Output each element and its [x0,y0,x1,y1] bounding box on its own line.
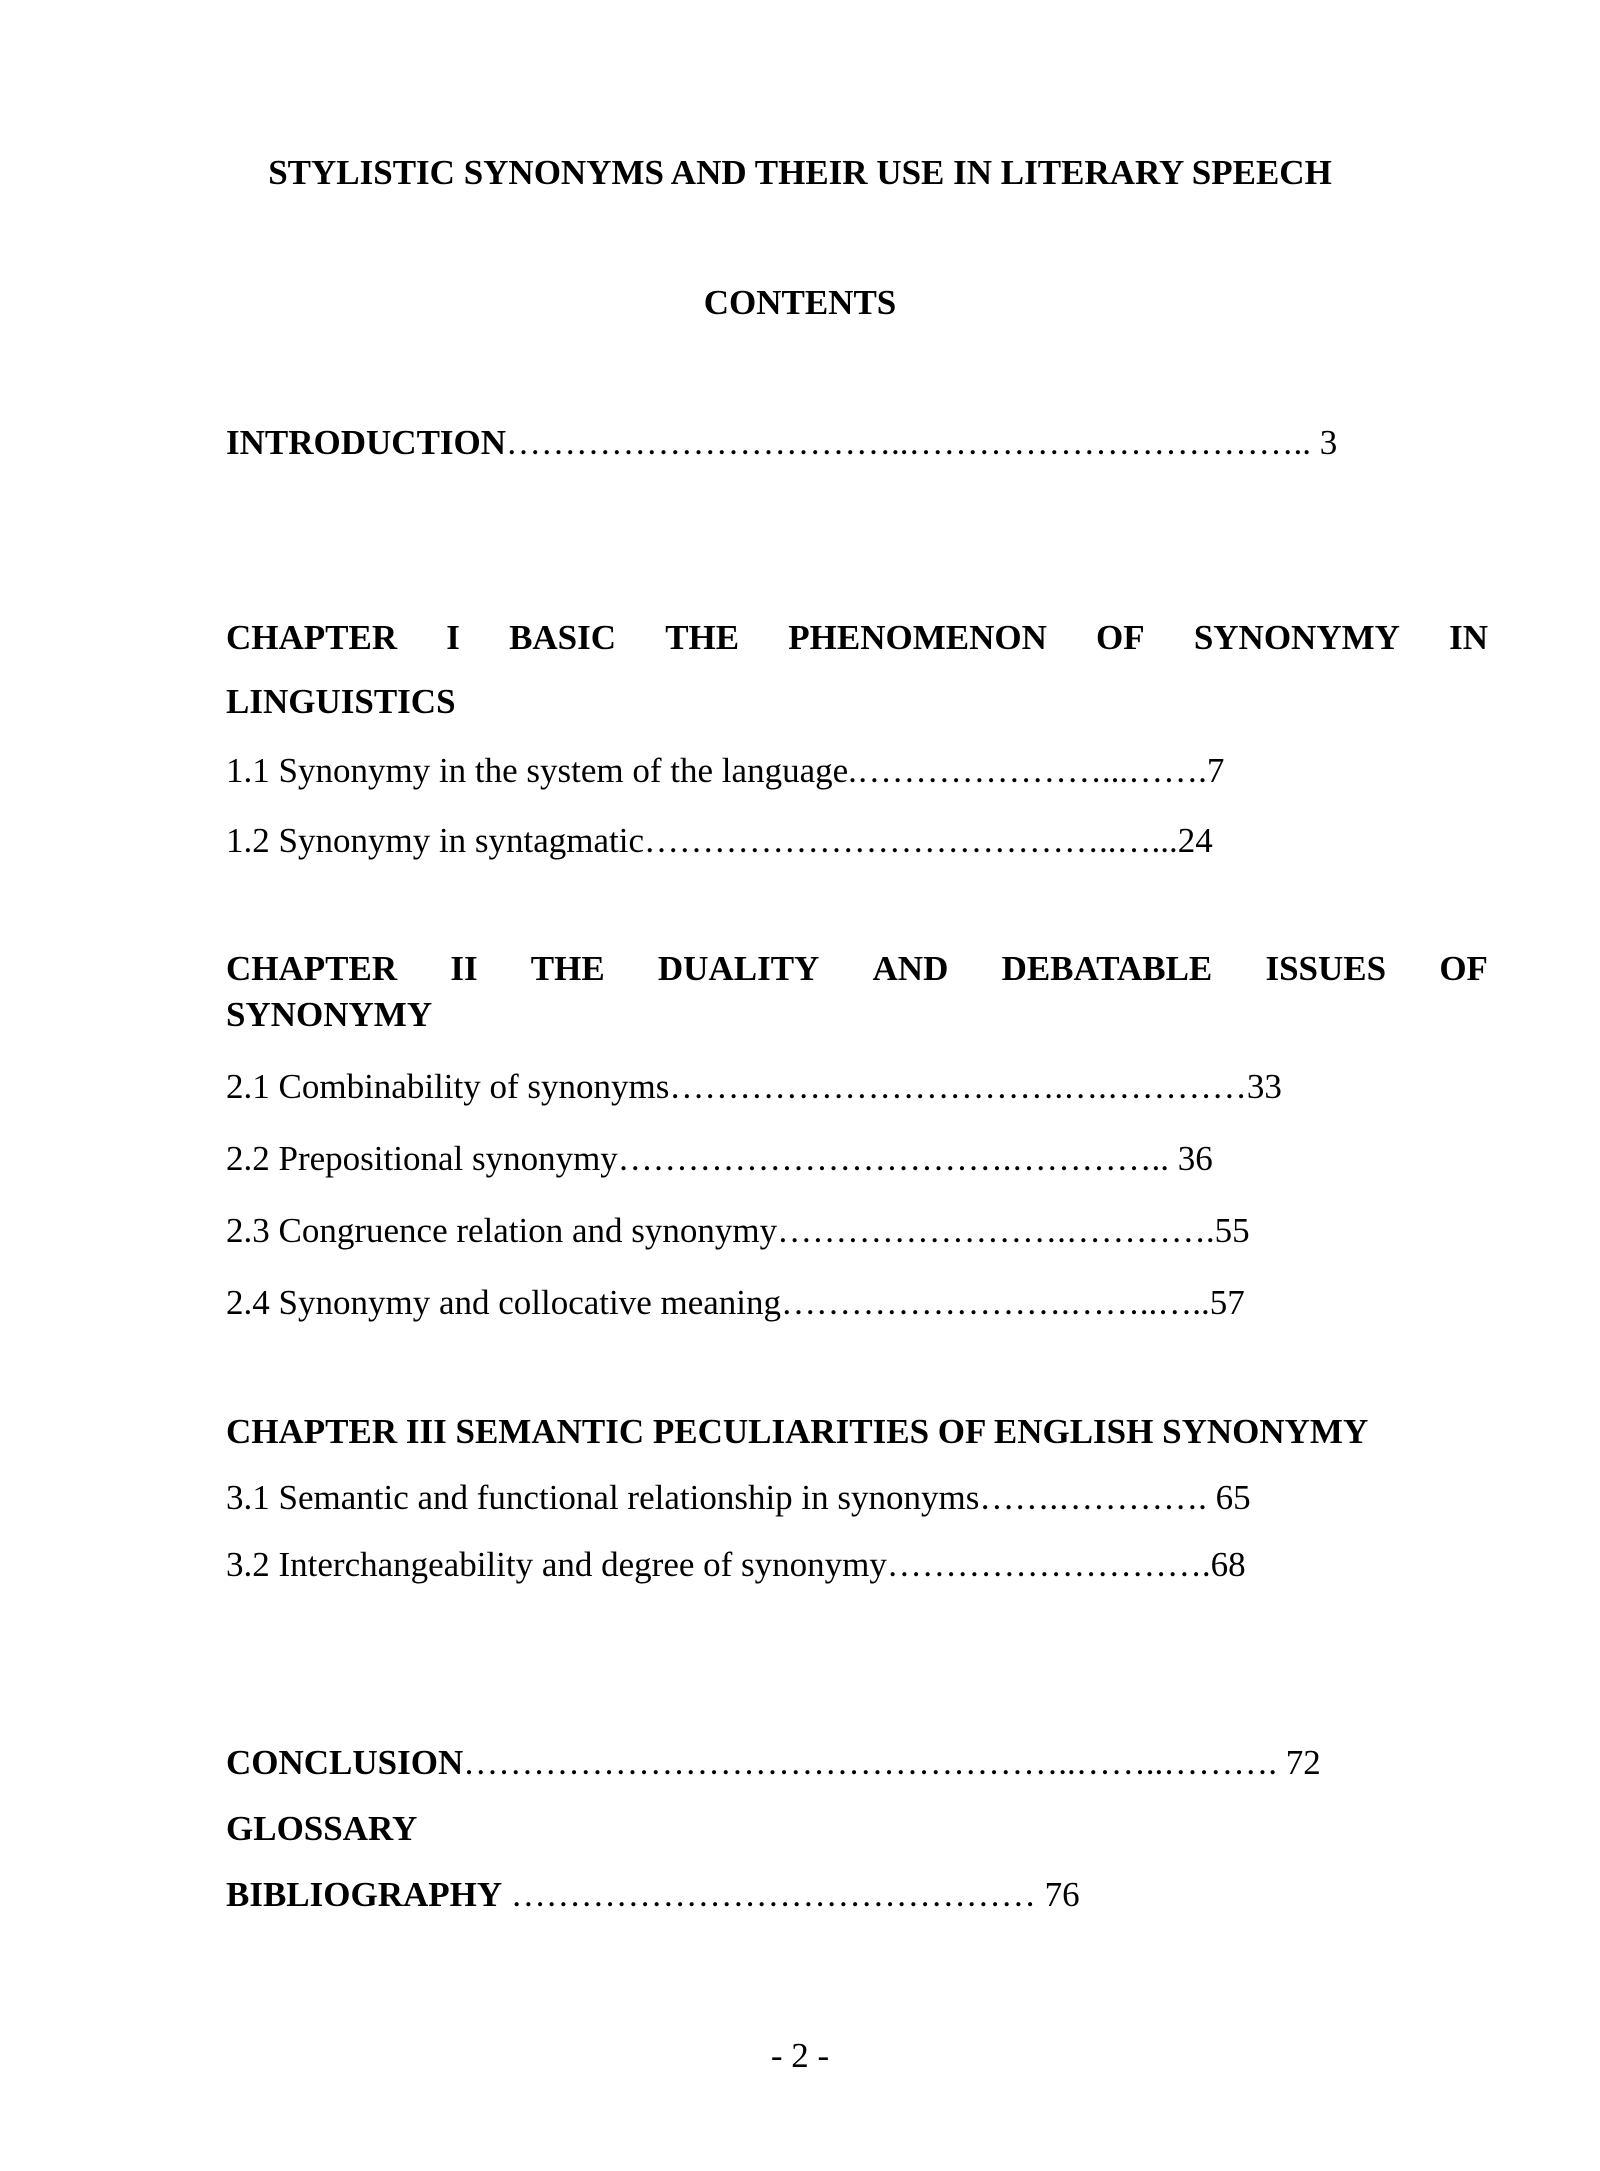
toc-entry-introduction [226,425,1337,460]
toc-label-bibliography: BIBLIOGRAPHY [226,1875,503,1914]
chapter-1-word: CHAPTER [226,618,398,657]
chapter-2-word: DUALITY [657,949,820,988]
toc-entry-glossary: GLOSSARY [226,1809,418,1848]
chapter-2-heading-line2: SYNONYMY [226,995,433,1034]
chapter-2-word: CHAPTER [226,949,398,988]
chapter-1-word: THE [665,618,740,657]
chapter-1-word: SYNONYMY [1193,618,1400,657]
toc-entry-conclusion [226,1745,1321,1780]
toc-item-1-1: 1.1 Synonymy in the system of the language.…………………...…….7 [226,751,1225,790]
toc-entry-bibliography [226,1877,1080,1912]
toc-item-2-3: 2.3 Congruence relation and synonymy…………………….………….55 [226,1211,1250,1250]
toc-leader-conclusion: ……………………………………………..……..………. 72 [463,1743,1321,1782]
chapter-2-word: II [450,949,478,988]
chapter-2-word: OF [1439,949,1488,988]
page-number: - 2 - [770,2036,830,2075]
chapter-3-heading: CHAPTER III SEMANTIC PECULIARITIES OF ENGLISH SYNONYMY [226,1412,1369,1451]
chapter-2-word: DEBATABLE [1001,949,1213,988]
toc-item-2-1: 2.1 Combinability of synonyms…………………………….….…………33 [226,1067,1282,1106]
chapter-1-heading-line2: LINGUISTICS [226,682,456,721]
chapter-2-heading [226,951,1488,986]
chapter-1-heading [226,620,1488,655]
toc-item-3-2: 3.2 Interchangeability and degree of synonymy……………………….68 [226,1545,1246,1584]
chapter-2-word: THE [530,949,605,988]
chapter-1-word: OF [1096,618,1145,657]
toc-item-1-2: 1.2 Synonymy in syntagmatic…………………………………..…...24 [226,821,1213,860]
chapter-1-word: BASIC [509,618,617,657]
toc-leader-bibliography: ……………………………………… 76 [502,1875,1080,1914]
chapter-2-word: AND [872,949,949,988]
contents-heading: CONTENTS [703,283,897,322]
chapter-1-word: I [446,618,460,657]
toc-item-3-1: 3.1 Semantic and functional relationship in synonyms…….…………. 65 [226,1478,1251,1517]
toc-label-conclusion: CONCLUSION [226,1743,464,1782]
chapter-2-word: ISSUES [1265,949,1387,988]
toc-item-2-2: 2.2 Prepositional synonymy…………………………….………….. 36 [226,1139,1213,1178]
toc-leader-introduction: ……………………………..…………………………….. 3 [506,423,1338,462]
chapter-1-word: PHENOMENON [788,618,1047,657]
toc-item-2-4: 2.4 Synonymy and collocative meaning…………………….……..…..57 [226,1283,1245,1322]
chapter-1-word: IN [1449,618,1488,657]
toc-label-introduction: INTRODUCTION [226,423,507,462]
document-title: STYLISTIC SYNONYMS AND THEIR USE IN LITERARY SPEECH [268,153,1332,192]
